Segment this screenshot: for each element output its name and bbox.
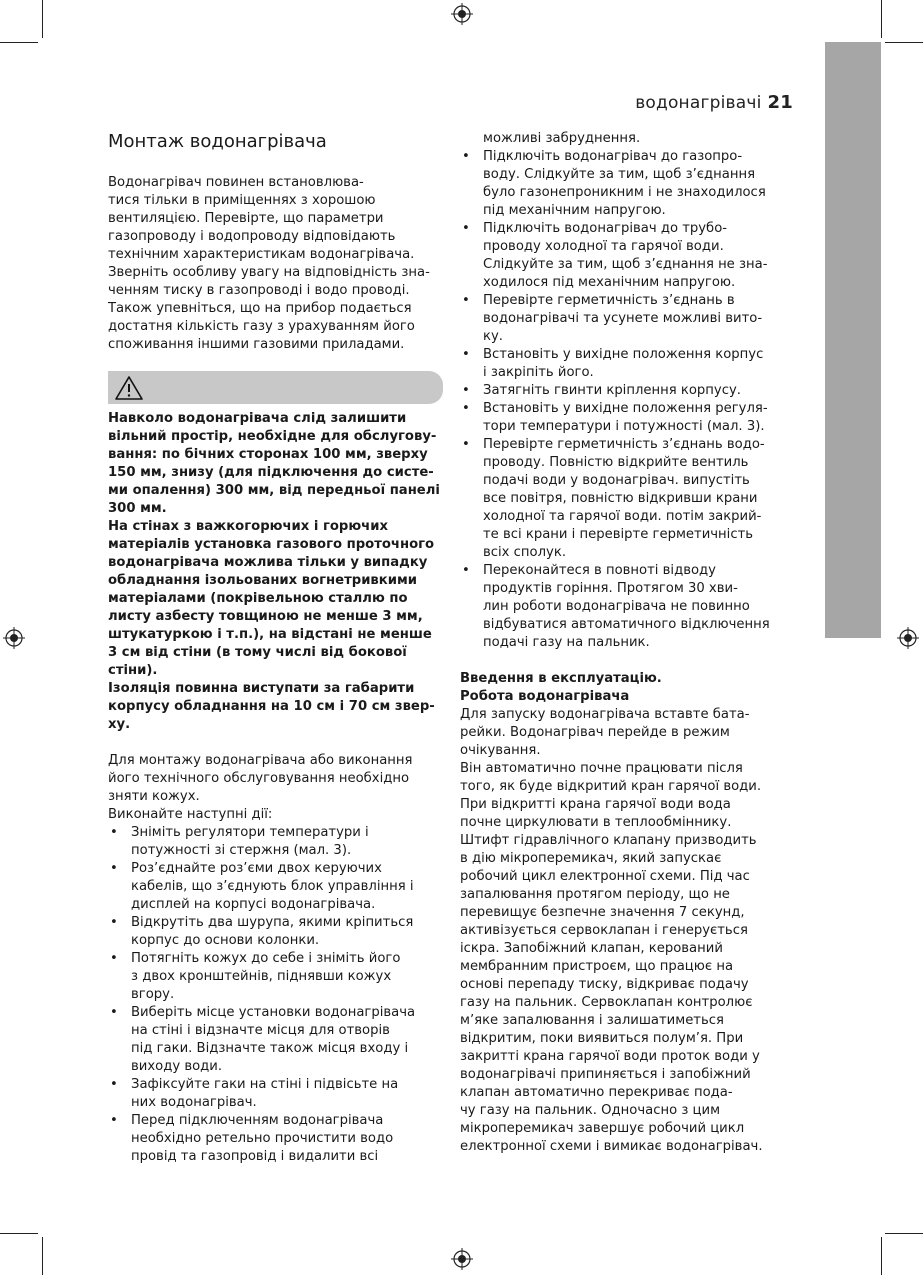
text-line: м’яке запалювання і залишатиметься <box>460 1013 724 1028</box>
text-line: газопроводу і водопроводу відповідають <box>108 229 396 244</box>
text-line: Виконайте наступні дії: <box>108 807 273 822</box>
text-line: того, як буде відкритий кран гарячої води. <box>460 779 762 794</box>
text-line: чу газу на пальник. Одночасно з цим <box>460 1103 721 1118</box>
text-line: на стіні і відзначте місця для отворів <box>131 1023 390 1038</box>
text-line: було газонепроникним і не знаходилося <box>483 185 766 200</box>
section-title: водонагрівачі <box>635 93 762 113</box>
text-line: • Перед підключенням водонагрівача <box>131 1113 384 1128</box>
text-line: електронної схеми і вимикає водонагрівач. <box>460 1139 763 1154</box>
text-line: під гаки. Відзначте також місця входу і <box>131 1041 409 1056</box>
text-line: При відкритті крана гарячої води вода <box>460 797 731 812</box>
text-line: Також упевніться, що на прибор подається <box>108 301 412 316</box>
text-line: • Підключіть водонагрівач до трубо- <box>483 221 728 236</box>
subsection-heading: Введення в експлуатацію. <box>460 671 662 686</box>
text-line: продуктів горіння. Протягом 30 хви- <box>483 581 738 596</box>
text-line: іскра. Запобіжний клапан, керований <box>460 941 723 956</box>
text-line: Штифт гідравлічного клапану призводить <box>460 833 757 848</box>
section-heading: Монтаж водонагрівача <box>108 131 327 152</box>
list-item <box>108 824 443 860</box>
list-item <box>460 400 795 436</box>
text-line: холодної та гарячої води. потім закрий- <box>483 509 762 524</box>
registration-mark-icon <box>3 627 25 649</box>
text-line: дисплей на корпусі водонагрівача. <box>131 897 376 912</box>
warning-bar <box>108 371 443 404</box>
text-line: тися тільки в приміщеннях з хорошою <box>108 193 376 208</box>
page-header <box>635 92 793 113</box>
text-line: воду. Слідкуйте за тим, щоб з’єднання <box>483 167 756 182</box>
text-line: запалювання протягом періоду, що не <box>460 887 730 902</box>
text-line: корпус до основи колонки. <box>131 933 320 948</box>
list-item <box>108 1112 443 1166</box>
text-line: • Перевірте герметичність з’єднань в <box>483 293 735 308</box>
text-line: • Відкрутіть два шурупа, якими кріпиться <box>131 915 414 930</box>
text-line: вентиляцією. Перевірте, що параметри <box>108 211 384 226</box>
text-line: перевищує безпечне значення 7 секунд, <box>460 905 745 920</box>
text-line: ку. <box>483 329 503 344</box>
list-item <box>108 860 443 914</box>
text-line: • Затягніть гвинти кріплення корпусу. <box>483 383 741 398</box>
text-line: них водонагрівач. <box>131 1095 257 1110</box>
list-item <box>108 914 443 950</box>
list-item <box>460 436 795 562</box>
text-line: • Підключіть водонагрівач до газопро- <box>483 149 743 164</box>
text-line: мембранним пристроєм, що працює на <box>460 959 734 974</box>
text-line: провід та газопровід і видалити всі <box>131 1149 379 1164</box>
list-item <box>460 562 795 652</box>
registration-mark-icon <box>451 3 473 25</box>
text-line: Водонагрівач повинен встановлюва- <box>108 175 364 190</box>
text-line: Він автоматично почне працювати після <box>460 761 743 776</box>
text-line: проводу. Повністю відкрийте вентиль <box>483 455 749 470</box>
list-item <box>108 950 443 1004</box>
warning-text <box>108 410 443 734</box>
text-line: • Встановіть у вихідне положення корпус <box>483 347 764 362</box>
text-line: корпусу обладнання на 10 см і 70 см звер- <box>108 699 435 714</box>
text-line: • Перевірте герметичність з’єднань водо- <box>483 437 765 452</box>
list-item <box>460 148 795 220</box>
text-line: потужності зі стержня (мал. 3). <box>131 843 352 858</box>
text-line: очікування. <box>460 743 541 758</box>
text-line: рейки. Водонагрівач перейде в режим <box>460 725 730 740</box>
text-line: 3 см від стіни (в тому числі від бокової <box>108 645 407 660</box>
text-line: робочий цикл електронної схеми. Під час <box>460 869 750 884</box>
crop-mark <box>881 0 882 38</box>
page-number: 21 <box>767 92 793 113</box>
text-line: всіх сполук. <box>483 545 567 560</box>
text-line: • Зафіксуйте гаки на стіні і підвісьте на <box>131 1077 399 1092</box>
text-line: під механічним напругою. <box>483 203 666 218</box>
text-line: • Виберіть місце установки водонагрівача <box>131 1005 416 1020</box>
text-line: проводу холодної та гарячої води. <box>483 239 724 254</box>
text-line: технічним характеристикам водонагрівача. <box>108 247 415 262</box>
right-bullet-list <box>460 148 795 652</box>
registration-mark-icon <box>897 627 919 649</box>
text-line: його технічного обслуговування необхідно <box>108 771 410 786</box>
crop-mark <box>42 0 43 38</box>
text-line: матеріалами (покрівельною сталлю по <box>108 591 408 606</box>
text-line: ми опалення) 300 мм, від передньої панелі <box>108 483 440 498</box>
list-item <box>460 220 795 292</box>
list-item <box>460 346 795 382</box>
text-line: достатня кількість газу з урахуванням його <box>108 319 415 334</box>
text-line: клапан автоматично перекриває пода- <box>460 1085 733 1100</box>
left-bullet-list <box>108 824 443 1166</box>
text-line: обладнання ізольованих вогнетривкими <box>108 573 417 588</box>
text-line: матеріалів установка газового проточного <box>108 537 435 552</box>
text-line: водонагрівачі та усунете можливі вито- <box>483 311 763 326</box>
text-line: • Потягніть кожух до себе і зніміть його <box>131 951 401 966</box>
text-line: те всі крани і перевірте герметичність <box>483 527 754 542</box>
text-line: лин роботи водонагрівача не повинно <box>483 599 750 614</box>
text-line: необхідно ретельно прочистити водо <box>131 1131 394 1146</box>
text-line: почне циркулювати в теплообміннику. <box>460 815 732 830</box>
text-line: кабелів, що з’єднують блок управління і <box>131 879 414 894</box>
list-item <box>108 1076 443 1112</box>
text-line: споживання іншими газовими приладами. <box>108 337 405 352</box>
text-line: На стінах з важкогорючих і горючих <box>108 519 388 534</box>
text-line: тори температури і потужності (мал. 3). <box>483 419 765 434</box>
text-line: все повітря, повністю відкривши крани <box>483 491 758 506</box>
text-line: • Роз’єднайте роз’єми двох керуючих <box>131 861 382 876</box>
text-line: Для монтажу водонагрівача або виконання <box>108 753 413 768</box>
text-line: зняти кожух. <box>108 789 200 804</box>
continuation-line: можливі забруднення. <box>483 131 641 146</box>
crop-mark <box>885 1233 923 1234</box>
operation-paragraph <box>460 706 795 1156</box>
crop-mark <box>0 1233 38 1234</box>
text-line: ху. <box>108 717 131 732</box>
text-line: мікроперемикач завершує робочий цикл <box>460 1121 745 1136</box>
text-line: відкритим, поки виявиться полум’я. При <box>460 1031 744 1046</box>
text-line: Навколо водонагрівача слід залишити <box>108 411 407 426</box>
text-line: штукатуркою і т.п.), на відстані не менше <box>108 627 432 642</box>
text-line: • Зніміть регулятори температури і <box>131 825 369 840</box>
list-item <box>108 1004 443 1076</box>
crop-mark <box>885 42 923 43</box>
text-line: ченням тиску в газопроводі і водо проводі. <box>108 283 410 298</box>
crop-mark <box>0 42 38 43</box>
text-line: водонагрівачі припиняється і запобіжний <box>460 1067 751 1082</box>
text-line: листу азбесту товщиною не менше 3 мм, <box>108 609 423 624</box>
text-line: 150 мм, знизу (для підключення до систе- <box>108 465 434 480</box>
text-line: в дію мікроперемикач, який запускає <box>460 851 722 866</box>
text-line: закритті крана гарячої води проток води у <box>460 1049 760 1064</box>
text-line: виходу води. <box>131 1059 223 1074</box>
text-line: активізується сервоклапан і генерується <box>460 923 748 938</box>
text-line: подачі води у водонагрівач. випустіть <box>483 473 750 488</box>
text-line: стіни). <box>108 663 158 678</box>
text-line: Ізоляція повинна виступати за габарити <box>108 681 415 696</box>
text-line: водонагрівача можлива тільки у випадку <box>108 555 428 570</box>
text-line: основі перепаду тиску, відкриває подачу <box>460 977 749 992</box>
intro-paragraph <box>108 174 443 354</box>
instructions-paragraph <box>108 752 443 824</box>
text-line: з двох кронштейнів, піднявши кожух <box>131 969 392 984</box>
side-tab <box>825 42 881 638</box>
text-line: і закріпіть його. <box>483 365 594 380</box>
text-line: вільний простір, необхідне для обслугову- <box>108 429 437 444</box>
list-item <box>460 382 795 400</box>
crop-mark <box>881 1237 882 1275</box>
text-line: • Встановіть у вихідне положення регуля- <box>483 401 768 416</box>
list-item <box>460 292 795 346</box>
text-line: • Переконайтеся в повноті відводу <box>483 563 716 578</box>
text-line: Зверніть особливу увагу на відповідність зна- <box>108 265 430 280</box>
subsection-heading: Робота водонагрівача <box>460 689 630 704</box>
crop-mark <box>42 1237 43 1275</box>
text-line: ходилося під механічним напругою. <box>483 275 736 290</box>
registration-mark-icon <box>451 1248 473 1270</box>
text-line: газу на пальник. Сервоклапан контролює <box>460 995 753 1010</box>
text-line: подачі газу на пальник. <box>483 635 650 650</box>
text-line: Для запуску водонагрівача вставте бата- <box>460 707 750 722</box>
text-line: вгору. <box>131 987 175 1002</box>
left-column <box>108 130 443 1166</box>
warning-icon <box>114 375 144 401</box>
text-line: 300 мм. <box>108 501 167 516</box>
text-line: Слідкуйте за тим, щоб з’єднання не зна- <box>483 257 768 272</box>
right-column <box>460 130 795 1156</box>
text-line: відбуватися автоматичного відключення <box>483 617 770 632</box>
text-line: вання: по бічних сторонах 100 мм, зверху <box>108 447 428 462</box>
